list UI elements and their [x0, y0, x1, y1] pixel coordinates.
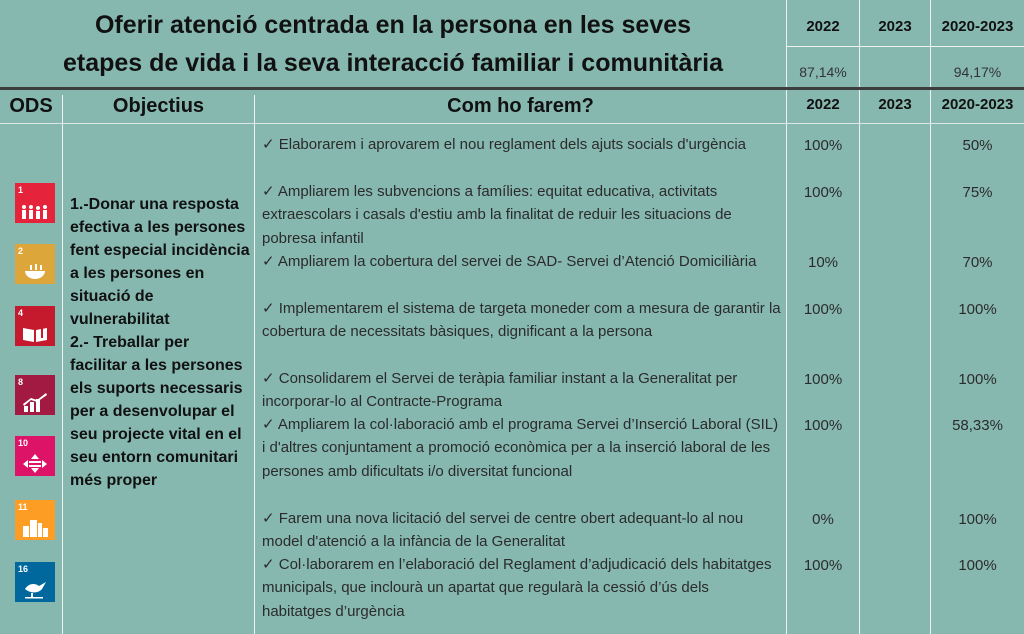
action-item: ✓ Ampliarem les subvencions a famílies: equitat educativa, activitats extraescolars i casals d'estiu amb la finalitat de reduir les situacions de pobresa infantil — [262, 183, 732, 247]
decent-work-icon: 8 — [15, 375, 55, 415]
action-value-2022: 100% — [803, 417, 843, 434]
action-value-2022: 100% — [803, 184, 843, 201]
zero-hunger-icon: 2 — [15, 244, 55, 284]
peace-justice-icon: 16 — [15, 562, 55, 602]
action-value-2022: 10% — [807, 254, 839, 271]
action-item: ✓ Consolidarem el Servei de teràpia familiar instant a la Generalitat per incorporar-lo al Contracte-Programa — [262, 370, 738, 411]
action-value-2020-2023: 58,33% — [952, 417, 1003, 434]
divider — [62, 95, 63, 634]
action-value-2022: 100% — [803, 371, 843, 388]
column-header-com-ho-farem: Com ho farem? — [447, 95, 594, 117]
overall-value-2020-2023: 94,17% — [953, 64, 1002, 80]
action-value-2020-2023: 50% — [962, 137, 993, 154]
column-header-2022: 2022 — [806, 96, 840, 113]
overall-value-2022: 87,14% — [799, 64, 847, 80]
divider — [786, 46, 1024, 47]
action-value-2022: 0% — [812, 511, 834, 528]
year-header-2020-2023: 2020-2023 — [941, 18, 1014, 35]
action-value-2020-2023: 100% — [958, 557, 997, 574]
action-value-2020-2023: 100% — [958, 371, 997, 388]
action-item: ✓ Farem una nova licitació del servei de centre obert adequant-lo al nou model d'atenció a la infància de la Generalitat — [262, 510, 744, 551]
action-item: ✓ Ampliarem la col·laboració amb el programa Servei d’Inserció Laboral (SIL) i d'altres conjuntament a promoció econòmica per a la inserció laboral de les persones amb dificultats i/o diversitat funcional — [262, 416, 779, 480]
action-value-2020-2023: 75% — [962, 184, 993, 201]
action-item: ✓ Ampliarem la cobertura del servei de SAD- Servei d’Atenció Domiciliària — [262, 253, 757, 270]
action-item: ✓ Implementarem el sistema de targeta moneder com a mesura de garantir la cobertura de necessitats bàsiques, dignificant a la persona — [262, 300, 781, 341]
page-title: Oferir atenció centrada en la persona en les seves etapes de vida i la seva interacció familiar i comunitària — [62, 11, 723, 77]
header-divider — [0, 87, 1024, 90]
action-item: ✓ Col·laborarem en l’elaboració del Reglament d’adjudicació dels habitatges municipals, que inclourà un apartat que regularà la cessió d’ús dels habitatges d’urgència — [262, 556, 772, 620]
quality-education-icon: 4 — [15, 306, 55, 346]
objectives-text: 1.-Donar una resposta efectiva a les persones fent especial incidència a les persones en situació de vulnerabilitat 2.- Treballar per facilitar a les persones els suports necessaris per a desenvolupar el seu projecte vital en el seu entorn comunitari més proper — [70, 196, 250, 489]
action-value-2022: 100% — [803, 557, 843, 574]
divider — [0, 123, 1024, 124]
column-header-2023: 2023 — [878, 96, 912, 113]
action-value-2020-2023: 100% — [958, 301, 997, 318]
action-value-2020-2023: 100% — [958, 511, 997, 528]
reduced-inequalities-icon: 10 — [15, 436, 55, 476]
no-poverty-icon: 1 — [15, 183, 55, 223]
year-header-2022: 2022 — [806, 18, 840, 35]
action-item: ✓ Elaborarem i aprovarem el nou reglament dels ajuts socials d'urgència — [262, 136, 747, 153]
divider — [254, 95, 255, 634]
action-value-2022: 100% — [803, 301, 843, 318]
column-header-objectius: Objectius — [112, 95, 205, 117]
action-value-2020-2023: 70% — [962, 254, 993, 271]
column-header-ods: ODS — [9, 95, 53, 117]
column-header-2020-2023: 2020-2023 — [941, 96, 1014, 113]
action-value-2022: 100% — [803, 137, 843, 154]
sustainable-cities-icon: 11 — [15, 500, 55, 540]
year-header-2023: 2023 — [878, 18, 912, 35]
